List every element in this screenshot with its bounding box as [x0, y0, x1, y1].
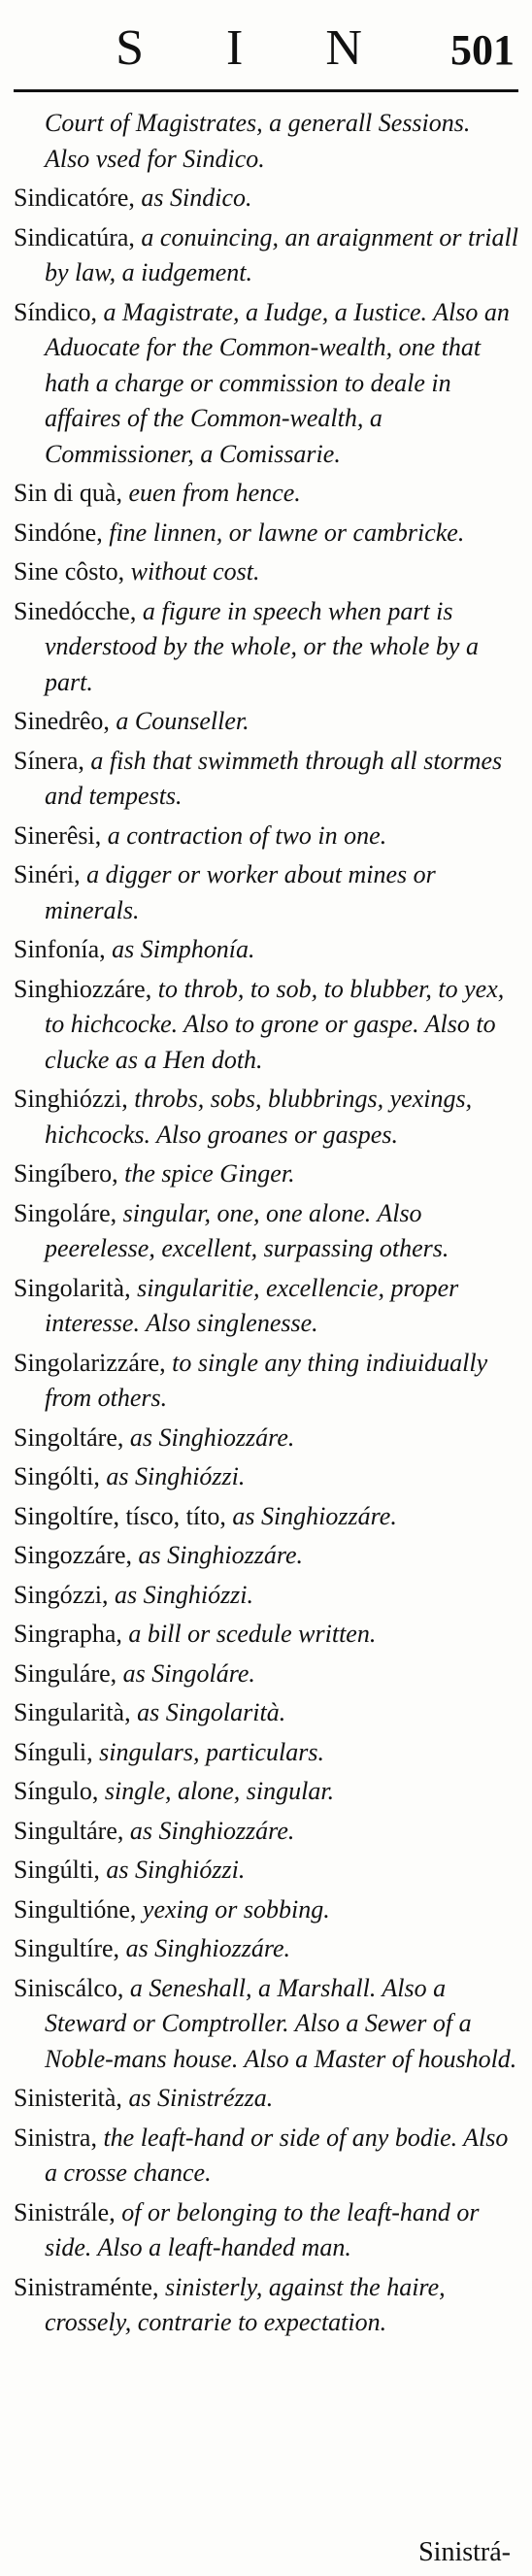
- entry-headword: Singúlti,: [14, 1856, 100, 1884]
- dictionary-entry: [14, 181, 518, 217]
- entry-headword: Singíbero,: [14, 1159, 118, 1188]
- dictionary-entry: [14, 2195, 518, 2266]
- entry-definition: as Singhiozzáre.: [225, 1501, 397, 1530]
- dictionary-entry: [14, 744, 518, 815]
- entry-headword: Sinistra,: [14, 2123, 97, 2152]
- entry-definition: singular, one, one alone. Also peerelesse, excellent, surpassing others.: [45, 1198, 449, 1262]
- dictionary-entry: [14, 932, 518, 968]
- entry-definition: fine linnen, or lawne or cambricke.: [102, 518, 465, 547]
- dictionary-entry: [14, 1931, 518, 1967]
- entry-headword: Singoltíre, tísco, títo,: [14, 1501, 226, 1530]
- entry-headword: Sindicatóre,: [14, 184, 135, 212]
- dictionary-entry: [14, 1774, 518, 1810]
- dictionary-entry: [14, 2121, 518, 2191]
- entry-headword: Sinfonía,: [14, 935, 106, 963]
- entry-list: [14, 106, 518, 2341]
- entry-definition: a conuincing, an araignment or triall by law, a iudgement.: [45, 222, 518, 286]
- dictionary-entry: [14, 1892, 518, 1928]
- dictionary-entry: [14, 220, 518, 291]
- entry-definition: a Counseller.: [109, 707, 249, 735]
- dictionary-entry: [14, 1421, 518, 1456]
- entry-definition: as Singhiózzi.: [108, 1580, 254, 1609]
- entry-headword: Singhiózzi,: [14, 1085, 128, 1113]
- dictionary-entry: [14, 972, 518, 1079]
- dictionary-entry: [14, 1695, 518, 1731]
- entry-definition: euen from hence.: [121, 479, 301, 507]
- entry-definition: yexing or sobbing.: [136, 1894, 330, 1924]
- entry-definition: as Singolarità.: [130, 1698, 286, 1726]
- dictionary-entry: [14, 2270, 518, 2341]
- entry-definition: without cost.: [124, 557, 260, 585]
- entry-definition: of or belonging to the leaft-hand or side. Also a leaft-handed man.: [45, 2197, 480, 2261]
- entry-definition: to single any thing indiuidually from others.: [45, 1348, 488, 1412]
- entry-definition: throbs, sobs, blubbrings, yexings, hichcocks. Also groanes or gaspes.: [45, 1085, 473, 1149]
- dictionary-entry: [14, 1156, 518, 1192]
- entry-headword: Singhiozzáre,: [14, 974, 152, 1003]
- entry-definition: as Singhiózzi.: [99, 1462, 246, 1490]
- running-head-title: S I N: [116, 20, 397, 76]
- entry-headword: Singuláre,: [14, 1658, 117, 1688]
- entry-definition: as Singhiozzáre.: [119, 1934, 291, 1962]
- dictionary-entry: [14, 516, 518, 552]
- entry-definition: as Singoláre.: [116, 1658, 255, 1688]
- entry-definition: a Seneshall, a Marshall. Also a Steward or Comptroller. Also a Sewer of a Noble-mans house. Also a Master of houshold.: [45, 1973, 517, 2073]
- dictionary-entry: [14, 1853, 518, 1889]
- dictionary-entry: [14, 1196, 518, 1267]
- entry-headword: Singultióne,: [14, 1894, 137, 1924]
- catchword: Sinistrá-: [418, 2537, 511, 2567]
- entry-headword: Singularità,: [14, 1698, 131, 1726]
- dictionary-entry: [14, 1538, 518, 1574]
- entry-headword: Sindóne,: [14, 518, 103, 547]
- entry-headword: Sínera,: [14, 746, 84, 775]
- entry-headword: Singólti,: [14, 1462, 100, 1490]
- entry-definition: as Simphonía.: [105, 935, 255, 963]
- entry-definition: a figure in speech when part is vnderstood by the whole, or the whole by a part.: [45, 596, 479, 696]
- dictionary-entry: [14, 704, 518, 740]
- entry-definition: to throb, to sob, to blubber, to yex, to hichcocke. Also to grone or gaspe. Also to clucke as a Hen doth.: [45, 974, 505, 1074]
- entry-headword: Síngulo,: [14, 1777, 99, 1805]
- dictionary-entry: [14, 857, 518, 928]
- entry-definition: as Singhiozzáre.: [123, 1816, 295, 1845]
- dictionary-entry: [14, 1971, 518, 2078]
- entry-definition: as Singhiozzáre.: [123, 1422, 295, 1452]
- dictionary-entry: [14, 1082, 518, 1153]
- entry-headword: Sinistrále,: [14, 2197, 116, 2226]
- entry-headword: Singultíre,: [14, 1934, 120, 1962]
- entry-definition: a Magistrate, a Iudge, a Iustice. Also an Aduocate for the Common-wealth, one that hath a charge or commission to deale in affaires of the Common-wealth, a Commissioner, a Comissarie.: [45, 297, 510, 468]
- dictionary-entry: [14, 1814, 518, 1850]
- entry-definition: the leaft-hand or side of any bodie. Also a crosse chance.: [45, 2123, 509, 2187]
- entry-headword: Singolarità,: [14, 1273, 131, 1302]
- entry-definition: a contraction of two in one.: [101, 820, 387, 850]
- entry-headword: Sinerêsi,: [14, 820, 102, 850]
- dictionary-page: [14, 0, 518, 2576]
- entry-headword: Siniscálco,: [14, 1973, 124, 2002]
- entry-headword: Sínguli,: [14, 1737, 93, 1766]
- dictionary-entry: [14, 1578, 518, 1614]
- entry-headword: Sindicatúra,: [14, 222, 135, 251]
- entry-definition: singulars, particulars.: [92, 1737, 325, 1766]
- entry-headword: Singolarizzáre,: [14, 1348, 166, 1377]
- dictionary-entry: [14, 1346, 518, 1417]
- entry-definition: a bill or scedule written.: [121, 1620, 377, 1648]
- dictionary-entry: [14, 1271, 518, 1342]
- entry-headword: Síndico,: [14, 297, 97, 326]
- dictionary-entry: [14, 1459, 518, 1495]
- entry-headword: Singózzi,: [14, 1580, 109, 1609]
- entry-headword: Singrapha,: [14, 1620, 122, 1648]
- dictionary-entry: [14, 1735, 518, 1771]
- entry-headword: Sinéri,: [14, 860, 81, 888]
- entry-definition: a fish that swimmeth through all stormes and tempests.: [45, 746, 503, 810]
- entry-definition: as Singhiózzi.: [99, 1856, 246, 1884]
- entry-headword: Sine côsto,: [14, 557, 125, 585]
- dictionary-entry: [14, 554, 518, 590]
- entry-definition: Court of Magistrates, a generall Sessions. Also vsed for Sindico.: [45, 109, 471, 173]
- page-number: 501: [450, 26, 515, 74]
- dictionary-entry: [14, 476, 518, 512]
- entry-headword: Singoláre,: [14, 1198, 117, 1227]
- entry-headword: Sinistraménte,: [14, 2272, 159, 2301]
- entry-headword: Sinedócche,: [14, 596, 137, 625]
- entry-headword: Sin di quà,: [14, 479, 122, 507]
- entry-definition: singularitie, excellencie, proper interesse. Also singlenesse.: [45, 1273, 459, 1337]
- entry-headword: Singoltáre,: [14, 1422, 124, 1452]
- dictionary-entry: [14, 106, 518, 177]
- dictionary-entry: [14, 1656, 518, 1692]
- dictionary-entry: [14, 1617, 518, 1653]
- dictionary-entry: [14, 295, 518, 473]
- running-head: [14, 0, 518, 92]
- entry-headword: Singultáre,: [14, 1816, 124, 1845]
- entry-definition: as Sinistrézza.: [121, 2084, 274, 2112]
- entry-definition: single, alone, singular.: [98, 1777, 335, 1805]
- entry-definition: as Singhiozzáre.: [132, 1541, 304, 1569]
- entry-headword: Sinedrêo,: [14, 707, 110, 735]
- entry-definition: as Sindico.: [134, 184, 252, 212]
- entry-definition: sinisterly, against the haire, crossely, contrarie to expectation.: [45, 2272, 446, 2336]
- dictionary-entry: [14, 819, 518, 854]
- entry-headword: Sinisterità,: [14, 2084, 122, 2112]
- entry-definition: the spice Ginger.: [117, 1159, 295, 1188]
- entry-headword: Singozzáre,: [14, 1541, 133, 1569]
- entry-definition: a digger or worker about mines or minerals.: [45, 860, 436, 924]
- dictionary-entry: [14, 1499, 518, 1535]
- dictionary-entry: [14, 2081, 518, 2117]
- dictionary-entry: [14, 594, 518, 701]
